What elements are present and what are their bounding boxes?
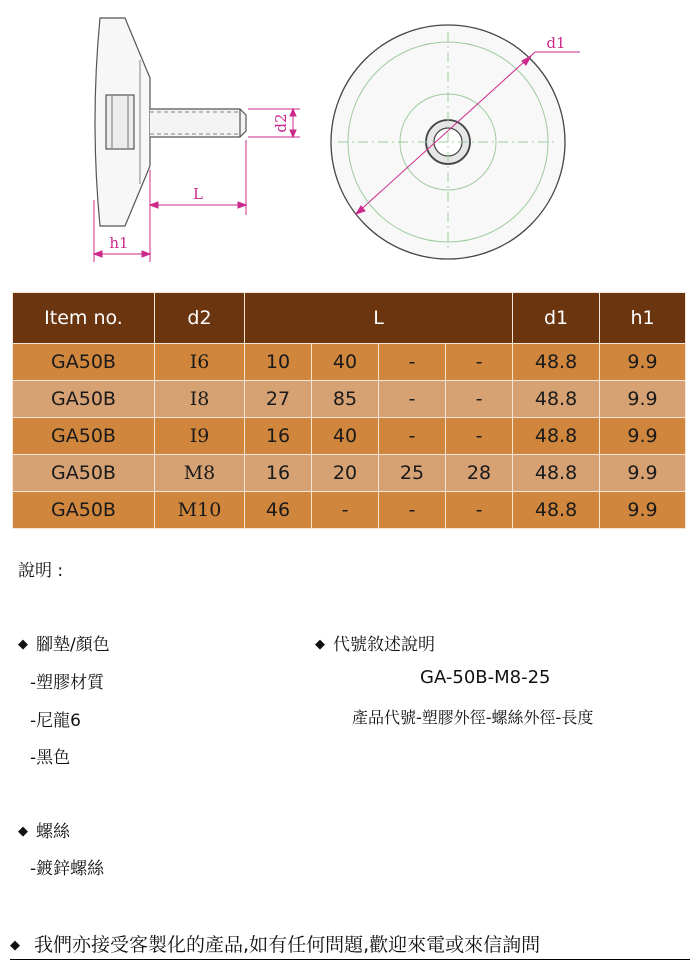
- header-item-no: Item no.: [13, 293, 155, 344]
- section1-item: -塑膠材質: [30, 673, 105, 693]
- cell-L: -: [446, 344, 513, 381]
- table-row: [13, 455, 686, 492]
- cell-L: 28: [446, 455, 513, 492]
- header-L: L: [245, 293, 513, 344]
- cell-item: GA50B: [13, 455, 155, 492]
- cell-L: 85: [312, 381, 379, 418]
- table-row: [13, 344, 686, 381]
- cell-L: -: [379, 492, 446, 529]
- code-explanation: 產品代號-塑膠外徑-螺絲外徑-長度: [352, 708, 594, 727]
- cell-L: -: [446, 381, 513, 418]
- section2-heading: 螺絲: [36, 822, 70, 842]
- cell-item: GA50B: [13, 381, 155, 418]
- cell-L: 40: [312, 344, 379, 381]
- cell-d1: 48.8: [513, 344, 600, 381]
- code-heading: 代號敘述說明: [333, 635, 435, 655]
- header-d1: d1: [513, 293, 600, 344]
- cell-h1: 9.9: [600, 418, 686, 455]
- cell-L: -: [379, 344, 446, 381]
- cell-h1: 9.9: [600, 492, 686, 529]
- cell-h1: 9.9: [600, 344, 686, 381]
- table-header-row: [13, 293, 686, 344]
- cell-L: -: [446, 492, 513, 529]
- diamond-bullet-icon: ◆: [18, 824, 28, 839]
- dim-L-label: L: [193, 185, 203, 203]
- cell-L: 25: [379, 455, 446, 492]
- cell-L: 16: [245, 418, 312, 455]
- cell-L: 20: [312, 455, 379, 492]
- cell-d1: 48.8: [513, 455, 600, 492]
- cell-L: -: [379, 381, 446, 418]
- section1-heading: 腳墊/顏色: [36, 635, 110, 655]
- cell-h1: 9.9: [600, 381, 686, 418]
- footer-line: [10, 930, 690, 960]
- spec-table: [12, 292, 686, 529]
- cell-L: 16: [245, 455, 312, 492]
- code-example: GA-50B-M8-25: [420, 667, 551, 688]
- cell-d2: I6: [155, 344, 245, 381]
- section1-heading-line: [18, 630, 110, 655]
- cell-L: 10: [245, 344, 312, 381]
- cell-L: -: [379, 418, 446, 455]
- table-row: [13, 418, 686, 455]
- side-view: [95, 18, 246, 226]
- table-row: [13, 492, 686, 529]
- cell-d1: 48.8: [513, 492, 600, 529]
- dim-d1-label: d1: [546, 34, 566, 52]
- header-h1: h1: [600, 293, 686, 344]
- cell-L: 40: [312, 418, 379, 455]
- footer-text: 我們亦接受客製化的產品,如有任何問題,歡迎來電或來信詢問: [34, 934, 541, 956]
- header-d2: d2: [155, 293, 245, 344]
- cell-item: GA50B: [13, 418, 155, 455]
- cell-d2: I9: [155, 418, 245, 455]
- diamond-bullet-icon: ◆: [315, 637, 325, 652]
- section2-item: -鍍鋅螺絲: [30, 859, 105, 879]
- cell-item: GA50B: [13, 492, 155, 529]
- cell-h1: 9.9: [600, 455, 686, 492]
- dim-h1-label: h1: [109, 234, 129, 252]
- section1-item: -黑色: [30, 748, 71, 768]
- cell-d2: M8: [155, 455, 245, 492]
- cell-d2: I8: [155, 381, 245, 418]
- dim-d2-label: d2: [272, 113, 290, 133]
- cell-d1: 48.8: [513, 381, 600, 418]
- diamond-bullet-icon: ◆: [18, 637, 28, 652]
- code-heading-line: [315, 630, 435, 655]
- notes-title: 說明 :: [18, 561, 64, 581]
- top-view: [331, 25, 565, 259]
- technical-drawing: [0, 0, 700, 280]
- cell-L: -: [312, 492, 379, 529]
- cell-L: 27: [245, 381, 312, 418]
- cell-d1: 48.8: [513, 418, 600, 455]
- section2-heading-line: [18, 817, 70, 842]
- table-row: [13, 381, 686, 418]
- cell-d2: M10: [155, 492, 245, 529]
- diamond-bullet-icon: ◆: [10, 938, 20, 953]
- section1-item: -尼龍6: [30, 711, 81, 731]
- cell-item: GA50B: [13, 344, 155, 381]
- cell-L: -: [446, 418, 513, 455]
- cell-L: 46: [245, 492, 312, 529]
